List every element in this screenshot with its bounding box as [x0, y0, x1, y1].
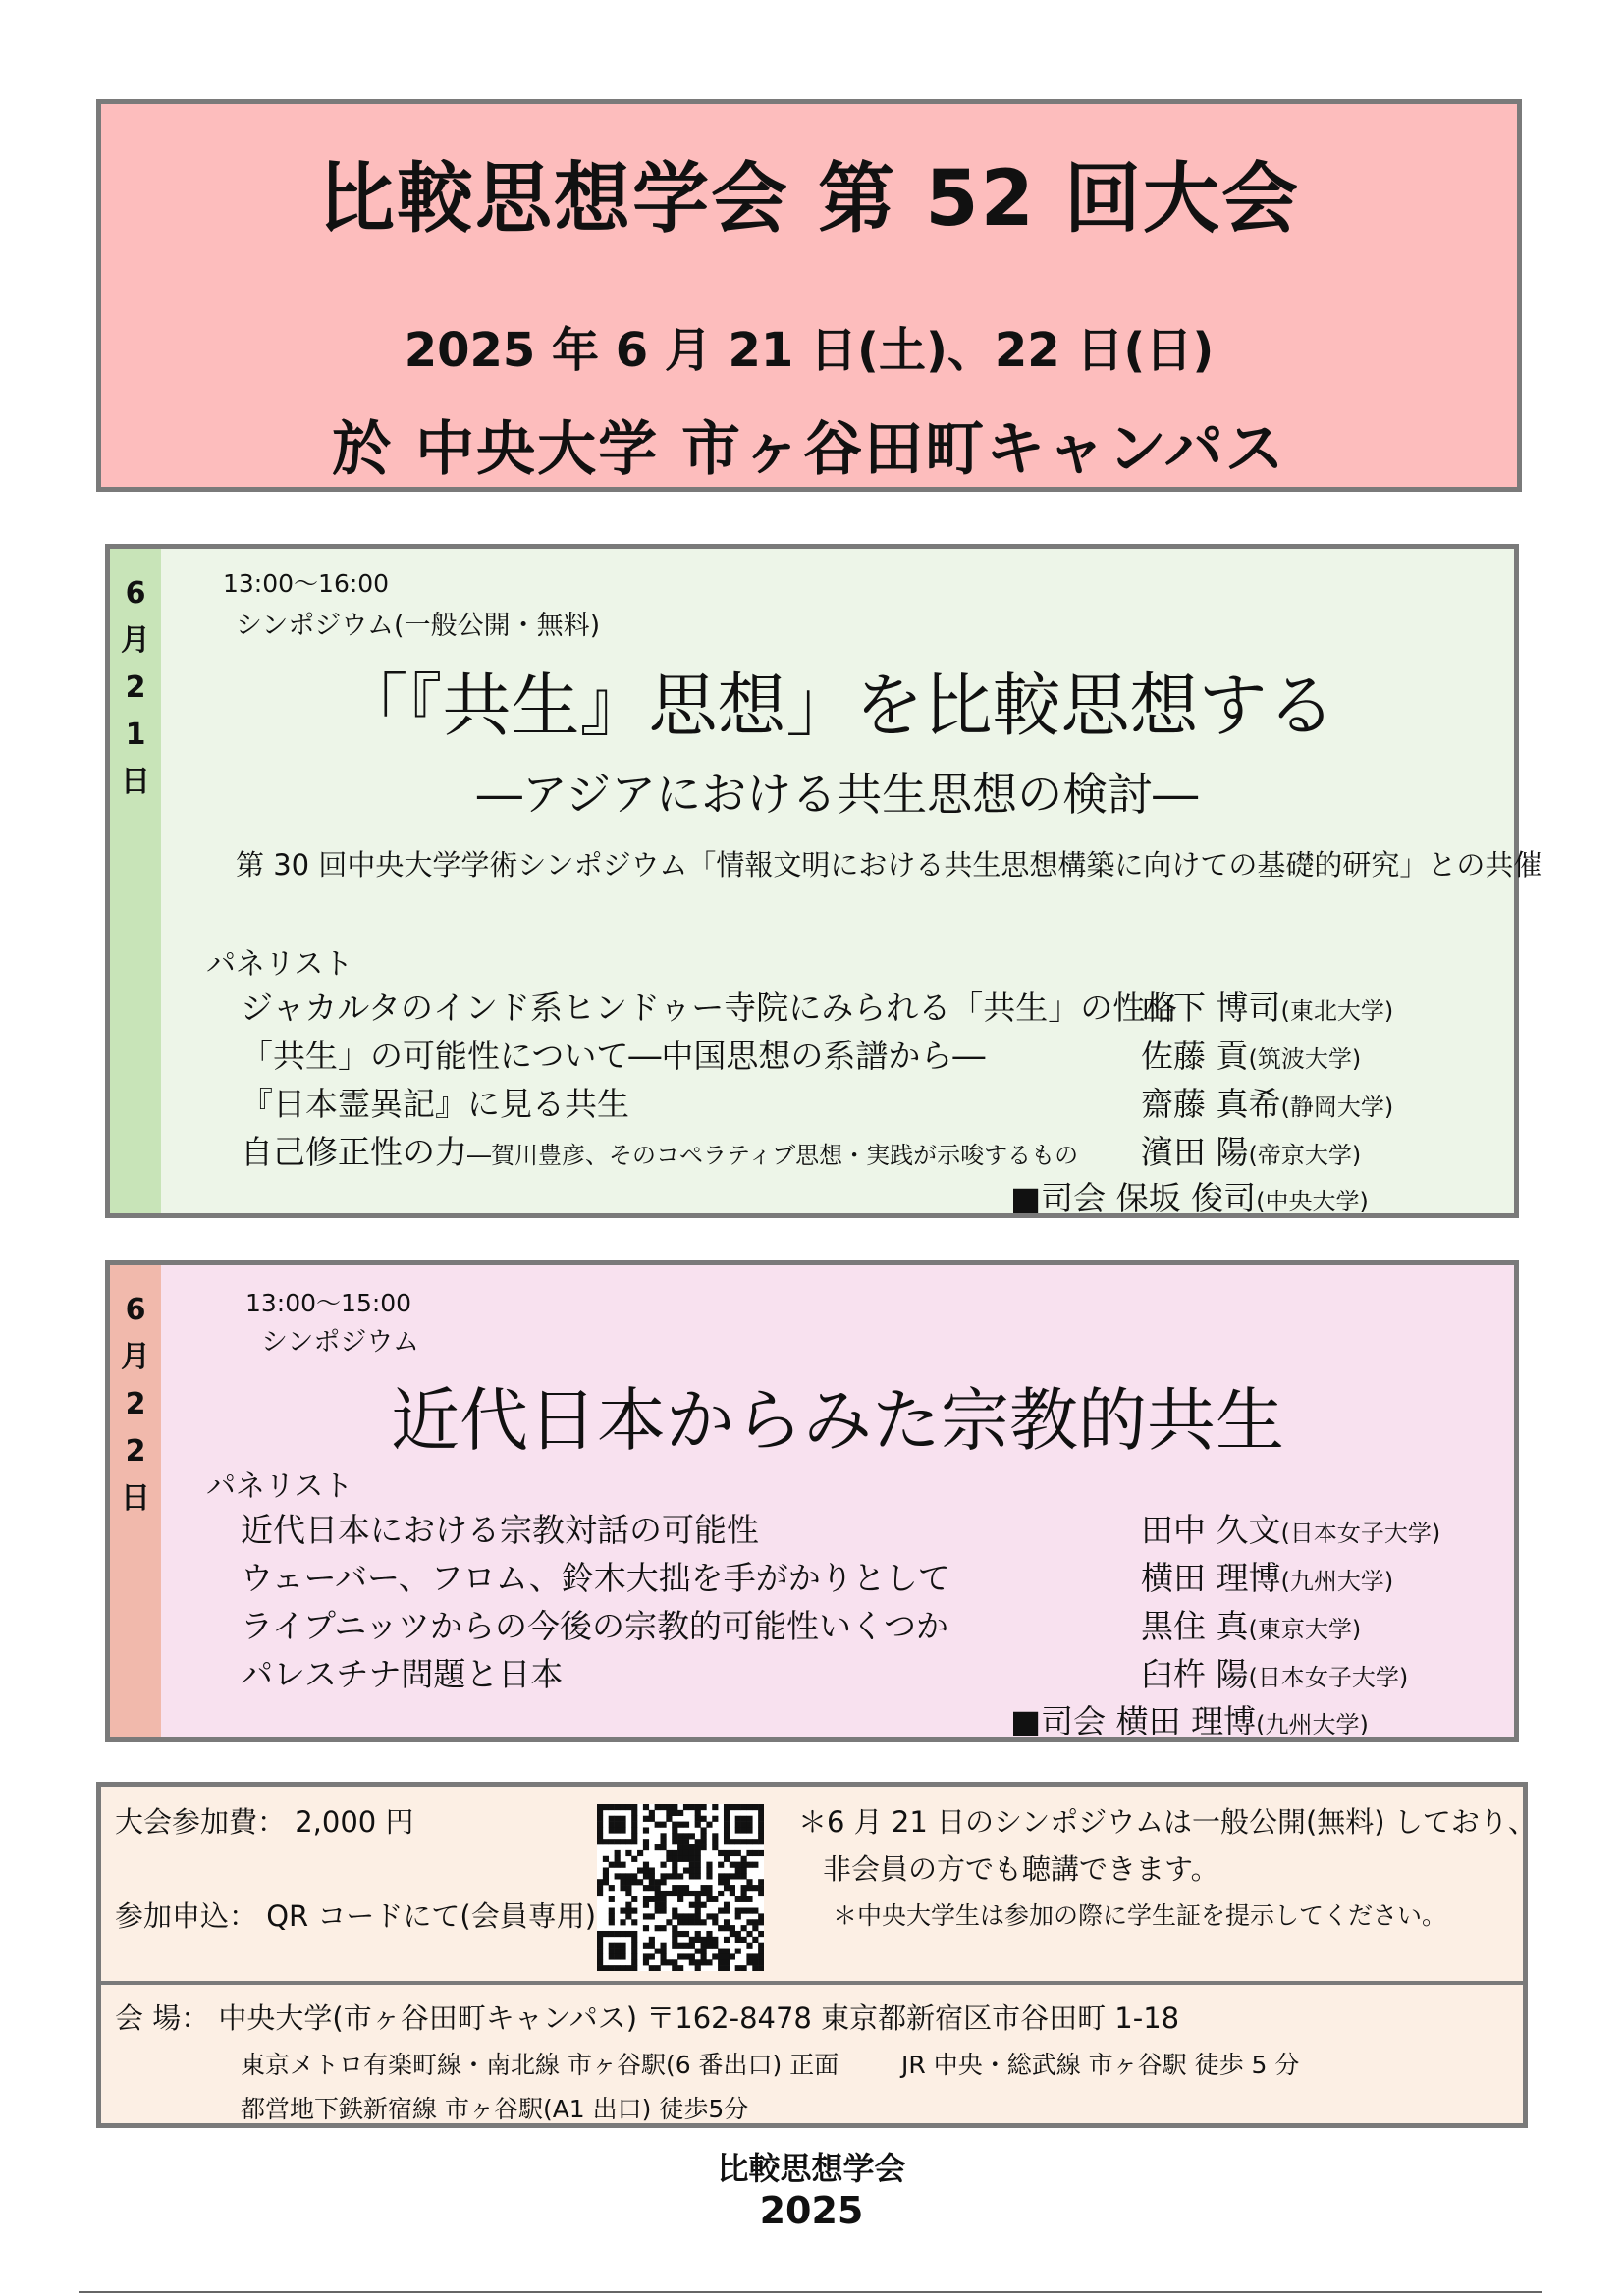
day1-label-char: 1 — [125, 718, 146, 752]
day1-speaker — [1141, 983, 1393, 1029]
speaker-name: 田中 久文 — [1141, 1511, 1281, 1549]
day2-time: 13:00～15:00 — [245, 1289, 412, 1317]
chair-affiliation: (中央大学) — [1256, 1188, 1369, 1215]
day2-speaker — [1141, 1505, 1440, 1551]
day1-speaker — [1141, 1079, 1393, 1125]
day2-speaker — [1141, 1601, 1361, 1647]
day2-date-label — [110, 1287, 161, 1522]
info-divider — [101, 1981, 1523, 1985]
speaker-name: 山下 博司 — [1141, 988, 1281, 1027]
footer-organization: 比較思想学会 — [717, 2150, 906, 2187]
day1-panelists-label: パネリスト — [206, 947, 353, 982]
footer-year: 2025 — [759, 2189, 864, 2232]
day2-chair — [1010, 1696, 1369, 1742]
day1-speaker — [1141, 1127, 1361, 1173]
talk-main: 自己修正性の力 — [241, 1133, 467, 1171]
conference-date: 2025 年 6 月 21 日(土)、22 日(日) — [404, 323, 1215, 378]
speaker-affiliation: (東京大学) — [1248, 1616, 1362, 1643]
speaker-affiliation: (静岡大学) — [1280, 1094, 1394, 1121]
day2-symposium-title: 近代日本からみた宗教的共生 — [391, 1380, 1284, 1461]
conference-venue: 於 中央大学 市ヶ谷田町キャンパス — [332, 415, 1286, 484]
chair-name: ■司会 横田 理博 — [1010, 1702, 1257, 1740]
day2-talk-title: ウェーバー、フロム、鈴木大拙を手がかりとして — [241, 1559, 950, 1597]
day1-subtitle: ―アジアにおける共生思想の検討― — [476, 768, 1199, 821]
day2-talk-title: パレスチナ問題と日本 — [241, 1655, 564, 1693]
day1-label-char: 月 — [121, 623, 150, 658]
day1-label-char: 6 — [125, 576, 146, 611]
day1-cosponsor: 第 30 回中央大学学術シンポジウム「情報文明における共生思想構築に向けての基礎的研究」との共催 — [236, 848, 1542, 881]
speaker-name: 齋藤 真希 — [1141, 1085, 1281, 1123]
day1-symposium-title: 「『共生』思想」を比較思想する — [339, 666, 1336, 746]
day2-label-char: 日 — [121, 1481, 150, 1516]
day1-date-label — [110, 570, 161, 806]
day2-label-char: 月 — [121, 1340, 150, 1374]
day1-section — [105, 544, 1542, 1218]
speaker-affiliation: (日本女子大学) — [1248, 1664, 1409, 1691]
access-toei: 都営地下鉄新宿線 市ヶ谷駅(A1 出口) 徒歩5分 — [241, 2095, 749, 2123]
day2-panelists-label: パネリスト — [206, 1469, 353, 1504]
day1-label-char: 日 — [121, 765, 150, 799]
day2-label-char: 6 — [125, 1293, 146, 1327]
day2-label-char: 2 — [125, 1434, 146, 1468]
access-metro: 東京メトロ有楽町線・南北線 市ヶ谷駅(6 番出口) 正面 — [241, 2051, 839, 2079]
day2-talk-title: 近代日本における宗教対話の可能性 — [241, 1511, 759, 1549]
speaker-name: 黒住 真 — [1141, 1607, 1249, 1645]
day1-talk-title: 「共生」の可能性について―中国思想の系譜から― — [241, 1037, 986, 1075]
public-note: ＊6 月 21 日のシンポジウムは一般公開(無料) しており、 — [798, 1805, 1537, 1839]
day2-speaker — [1141, 1553, 1393, 1599]
day2-date-strip — [110, 1265, 161, 1737]
nonmember-note: 非会員の方でも聴講できます。 — [823, 1852, 1219, 1886]
access-jr: JR 中央・総武線 市ヶ谷駅 徒歩 5 分 — [901, 2051, 1300, 2079]
speaker-name: 臼杵 陽 — [1141, 1655, 1249, 1693]
day1-talk-title: 『日本霊異記』に見る共生 — [241, 1085, 629, 1123]
day2-talk-title: ライプニッツからの今後の宗教的可能性いくつか — [241, 1607, 949, 1645]
day2-speaker — [1141, 1649, 1408, 1695]
day2-label-char: 2 — [125, 1387, 146, 1421]
apply-text: 参加申込： QR コードにて(会員専用) — [115, 1899, 597, 1933]
speaker-affiliation: (筑波大学) — [1248, 1045, 1362, 1073]
day2-section — [105, 1260, 1519, 1742]
venue-address: 会 場： 中央大学(市ヶ谷田町キャンパス) 〒162-8478 東京都新宿区市谷田町 1-18 — [115, 2002, 1180, 2035]
speaker-name: 横田 理博 — [1141, 1559, 1281, 1597]
registration-qr-code[interactable] — [597, 1804, 764, 1971]
day1-talk-title — [241, 1127, 1078, 1173]
chair-affiliation: (九州大学) — [1256, 1711, 1369, 1738]
day1-kind: シンポジウム(一般公開・無料) — [236, 611, 601, 641]
speaker-affiliation: (帝京大学) — [1248, 1142, 1362, 1169]
chair-name: ■司会 保坂 俊司 — [1010, 1179, 1257, 1217]
talk-note: ―賀川豊彦、そのコペラティブ思想・実践が示唆するもの — [467, 1142, 1079, 1169]
bottom-rule — [79, 2291, 1542, 2293]
speaker-affiliation: (日本女子大学) — [1280, 1520, 1441, 1547]
speaker-name: 濱田 陽 — [1141, 1133, 1249, 1171]
student-note: ＊中央大学生は参加の際に学生証を提示してください。 — [833, 1901, 1447, 1930]
day1-time: 13:00～16:00 — [223, 569, 390, 598]
qr-code-graphic — [597, 1804, 764, 1971]
fee-text: 大会参加費： 2,000 円 — [115, 1805, 414, 1839]
day1-talk-title: ジャカルタのインド系ヒンドゥー寺院にみられる「共生」の性格 — [241, 988, 1178, 1027]
conference-title: 比較思想学会 第 52 回大会 — [317, 155, 1300, 243]
day1-date-strip — [110, 549, 161, 1213]
day1-label-char: 2 — [125, 670, 146, 705]
speaker-name: 佐藤 貢 — [1141, 1037, 1249, 1075]
day1-speaker — [1141, 1031, 1361, 1077]
info-box — [96, 1782, 1537, 2128]
header-box — [96, 99, 1522, 492]
speaker-affiliation: (東北大学) — [1280, 997, 1394, 1025]
day1-chair — [1010, 1173, 1369, 1219]
day2-kind: シンポジウム — [261, 1327, 420, 1358]
speaker-affiliation: (九州大学) — [1280, 1568, 1394, 1595]
